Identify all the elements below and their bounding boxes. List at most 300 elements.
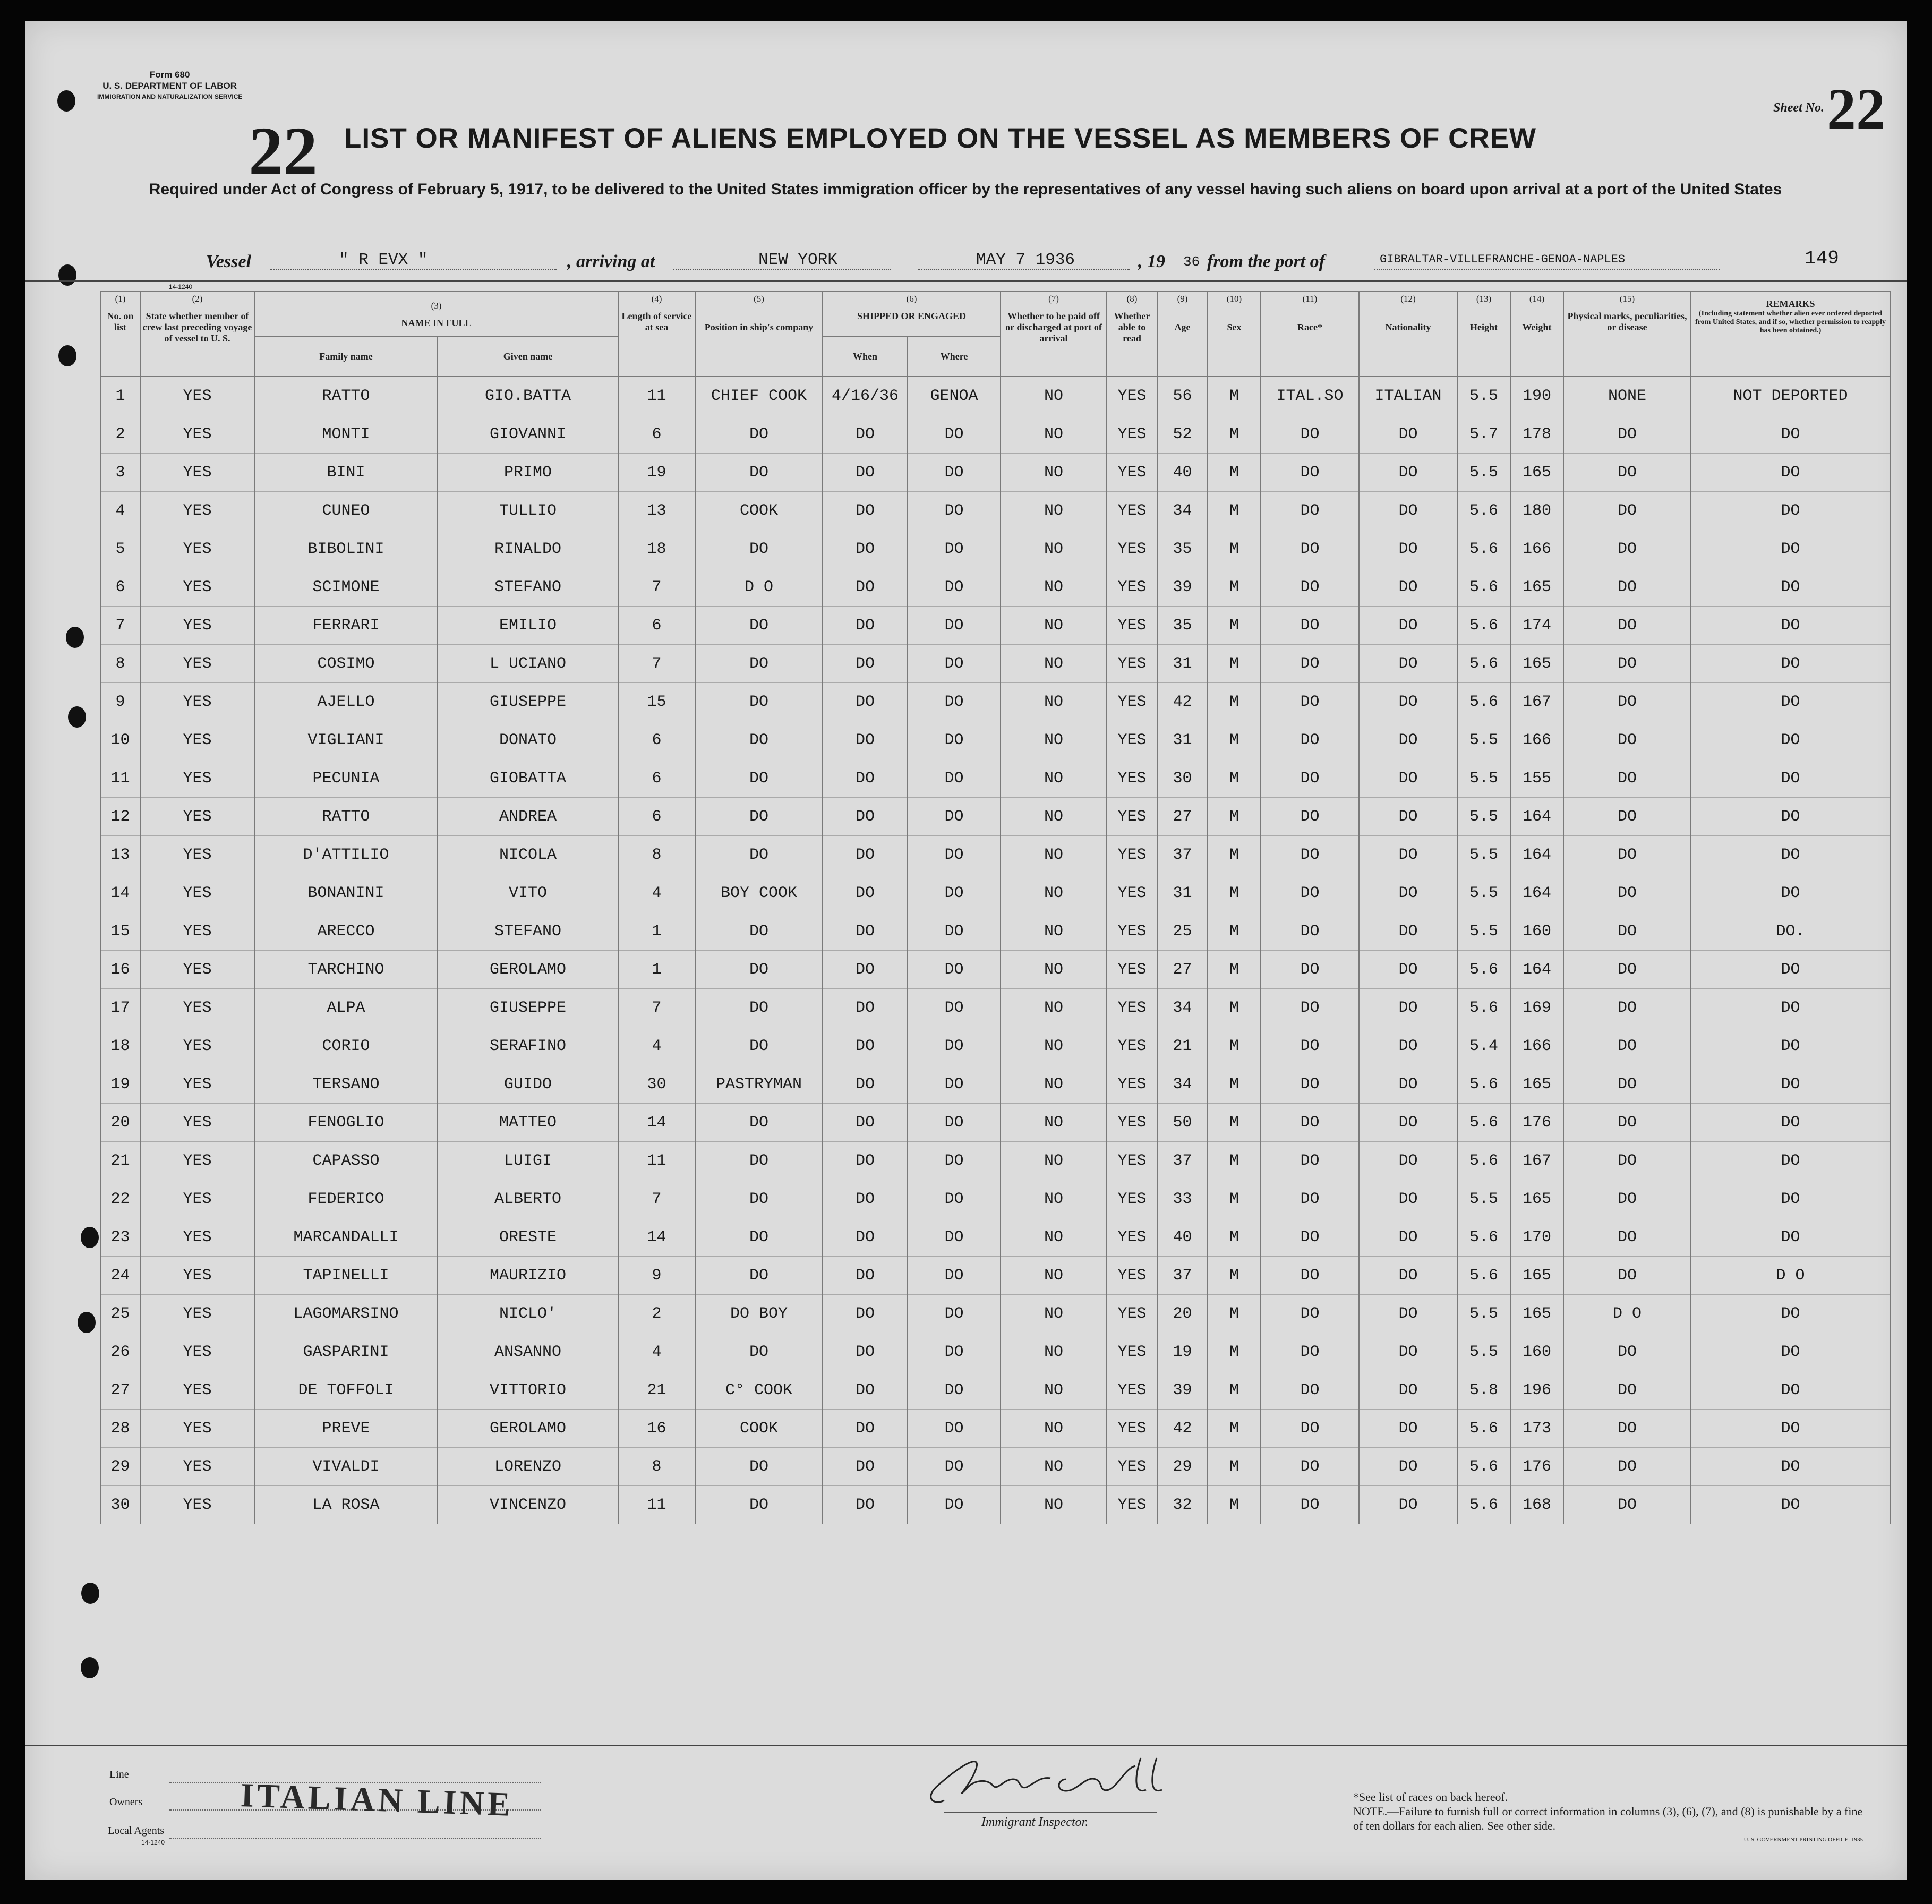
nationality-cell: DO: [1359, 1295, 1457, 1333]
previous-voyage-cell: YES: [140, 989, 254, 1027]
height-cell: 5.6: [1457, 1065, 1510, 1104]
remarks-cell: DO: [1691, 607, 1890, 645]
given-name-cell: ORESTE: [438, 1218, 618, 1257]
table-row: [100, 415, 1890, 454]
nationality-cell: DO: [1359, 1371, 1457, 1410]
able-to-read-cell: YES: [1107, 492, 1157, 530]
able-to-read-cell: YES: [1107, 1371, 1157, 1410]
able-to-read-cell: YES: [1107, 1410, 1157, 1448]
sex-cell: M: [1208, 1180, 1261, 1218]
position-cell: COOK: [695, 1410, 823, 1448]
previous-voyage-cell: YES: [140, 568, 254, 607]
physical-marks-cell: DO: [1563, 607, 1691, 645]
weight-cell: 166: [1510, 1027, 1563, 1065]
shipped-where-cell: DO: [908, 721, 1001, 759]
height-cell: 5.6: [1457, 645, 1510, 683]
weight-cell: 165: [1510, 1180, 1563, 1218]
table-row: [100, 1448, 1890, 1486]
physical-marks-cell: DO: [1563, 568, 1691, 607]
able-to-read-cell: YES: [1107, 607, 1157, 645]
position-cell: DO: [695, 1180, 823, 1218]
remarks-cell: DO.: [1691, 912, 1890, 951]
family-name-cell: FENOGLIO: [254, 1104, 438, 1142]
shipped-where-cell: DO: [908, 759, 1001, 798]
physical-marks-cell: DO: [1563, 1180, 1691, 1218]
shipped-when-cell: DO: [823, 530, 908, 568]
age-cell: 40: [1157, 454, 1208, 492]
race-cell: DO: [1261, 1410, 1359, 1448]
previous-voyage-cell: YES: [140, 1065, 254, 1104]
footer-notes: [1353, 1790, 1863, 1847]
row-number-cell: 7: [100, 607, 140, 645]
remarks-cell: D O: [1691, 1257, 1890, 1295]
punch-hole: [81, 1657, 99, 1678]
shipped-where-cell: GENOA: [908, 377, 1001, 415]
length-of-service-cell: 16: [618, 1410, 695, 1448]
length-of-service-cell: 7: [618, 1180, 695, 1218]
race-cell: DO: [1261, 1027, 1359, 1065]
remarks-cell: DO: [1691, 1180, 1890, 1218]
able-to-read-cell: YES: [1107, 377, 1157, 415]
able-to-read-cell: YES: [1107, 989, 1157, 1027]
nationality-cell: DO: [1359, 912, 1457, 951]
row-number-cell: 3: [100, 454, 140, 492]
nationality-cell: DO: [1359, 1218, 1457, 1257]
table-row: [100, 1142, 1890, 1180]
col-header-previous-voyage: (2) State whether member of crew last preceding voyage of vessel to U. S.: [140, 292, 254, 377]
vessel-label: Vessel: [206, 252, 251, 271]
race-cell: DO: [1261, 1142, 1359, 1180]
remarks-cell: DO: [1691, 1295, 1890, 1333]
sex-cell: M: [1208, 951, 1261, 989]
table-row: [100, 1257, 1890, 1295]
given-name-cell: VINCENZO: [438, 1486, 618, 1524]
able-to-read-cell: YES: [1107, 683, 1157, 721]
sex-cell: M: [1208, 1065, 1261, 1104]
physical-marks-cell: DO: [1563, 721, 1691, 759]
position-cell: D O: [695, 568, 823, 607]
family-name-cell: TERSANO: [254, 1065, 438, 1104]
remarks-cell: DO: [1691, 1448, 1890, 1486]
physical-marks-cell: DO: [1563, 1333, 1691, 1371]
shipped-when-cell: DO: [823, 798, 908, 836]
row-number-cell: 27: [100, 1371, 140, 1410]
sheet-number-label: Sheet No.: [1773, 101, 1824, 115]
position-cell: DO: [695, 1104, 823, 1142]
position-cell: C° COOK: [695, 1371, 823, 1410]
family-name-cell: TARCHINO: [254, 951, 438, 989]
col-header-able-to-read: (8) Whether able to read: [1107, 292, 1157, 377]
sex-cell: M: [1208, 1295, 1261, 1333]
paid-off-cell: NO: [1001, 492, 1107, 530]
sex-cell: M: [1208, 798, 1261, 836]
given-name-cell: DONATO: [438, 721, 618, 759]
remarks-cell: DO: [1691, 530, 1890, 568]
given-name-cell: SERAFINO: [438, 1027, 618, 1065]
family-name-cell: TAPINELLI: [254, 1257, 438, 1295]
shipped-where-cell: DO: [908, 1486, 1001, 1524]
weight-cell: 165: [1510, 645, 1563, 683]
nationality-cell: DO: [1359, 454, 1457, 492]
height-cell: 5.5: [1457, 721, 1510, 759]
family-name-cell: BONANINI: [254, 874, 438, 912]
remarks-cell: DO: [1691, 1218, 1890, 1257]
length-of-service-cell: 6: [618, 721, 695, 759]
shipped-where-cell: DO: [908, 951, 1001, 989]
height-cell: 5.6: [1457, 951, 1510, 989]
race-cell: DO: [1261, 568, 1359, 607]
position-cell: DO: [695, 530, 823, 568]
age-cell: 37: [1157, 836, 1208, 874]
length-of-service-cell: 11: [618, 377, 695, 415]
shipped-when-cell: DO: [823, 1371, 908, 1410]
table-row: [100, 912, 1890, 951]
height-cell: 5.6: [1457, 492, 1510, 530]
weight-cell: 173: [1510, 1410, 1563, 1448]
height-cell: 5.6: [1457, 1218, 1510, 1257]
table-row: [100, 721, 1890, 759]
table-row: [100, 454, 1890, 492]
paid-off-cell: NO: [1001, 1218, 1107, 1257]
table-row: [100, 759, 1890, 798]
punch-hole: [57, 90, 75, 112]
department-name: U. S. DEPARTMENT OF LABOR: [102, 81, 237, 91]
family-name-cell: GASPARINI: [254, 1333, 438, 1371]
shipped-where-cell: DO: [908, 454, 1001, 492]
height-cell: 5.7: [1457, 415, 1510, 454]
row-number-cell: 13: [100, 836, 140, 874]
position-cell: DO: [695, 951, 823, 989]
length-of-service-cell: 13: [618, 492, 695, 530]
height-cell: 5.5: [1457, 1333, 1510, 1371]
row-number-cell: 22: [100, 1180, 140, 1218]
row-number-cell: 24: [100, 1257, 140, 1295]
shipped-where-cell: DO: [908, 836, 1001, 874]
physical-marks-cell: DO: [1563, 836, 1691, 874]
given-name-cell: GIOVANNI: [438, 415, 618, 454]
race-cell: DO: [1261, 1218, 1359, 1257]
table-row: [100, 1180, 1890, 1218]
remarks-cell: DO: [1691, 874, 1890, 912]
shipped-when-cell: DO: [823, 759, 908, 798]
row-number-cell: 29: [100, 1448, 140, 1486]
previous-voyage-cell: YES: [140, 1142, 254, 1180]
nationality-cell: DO: [1359, 836, 1457, 874]
shipped-where-cell: DO: [908, 1295, 1001, 1333]
given-name-cell: ALBERTO: [438, 1180, 618, 1218]
document-subtitle: Required under Act of Congress of February 5, 1917, to be delivered to the United States immigration officer by the representatives of any vessel having such aliens on board upon arrival at a port of the United States: [149, 181, 1782, 198]
height-cell: 5.6: [1457, 683, 1510, 721]
position-cell: DO: [695, 607, 823, 645]
weight-cell: 164: [1510, 951, 1563, 989]
nationality-cell: DO: [1359, 1142, 1457, 1180]
shipped-when-cell: DO: [823, 1448, 908, 1486]
nationality-cell: ITALIAN: [1359, 377, 1457, 415]
remarks-cell: DO: [1691, 1410, 1890, 1448]
row-number-cell: 5: [100, 530, 140, 568]
given-name-cell: EMILIO: [438, 607, 618, 645]
age-cell: 19: [1157, 1333, 1208, 1371]
shipped-where-cell: DO: [908, 1142, 1001, 1180]
able-to-read-cell: YES: [1107, 912, 1157, 951]
sex-cell: M: [1208, 912, 1261, 951]
given-name-cell: GIUSEPPE: [438, 989, 618, 1027]
physical-marks-cell: DO: [1563, 759, 1691, 798]
height-cell: 5.6: [1457, 1104, 1510, 1142]
paid-off-cell: NO: [1001, 415, 1107, 454]
row-number-cell: 23: [100, 1218, 140, 1257]
length-of-service-cell: 2: [618, 1295, 695, 1333]
family-name-cell: ARECCO: [254, 912, 438, 951]
age-cell: 31: [1157, 721, 1208, 759]
vessel-line: [206, 247, 1874, 275]
sheet-number-large: 22: [249, 113, 318, 190]
length-of-service-cell: 4: [618, 874, 695, 912]
family-name-cell: VIVALDI: [254, 1448, 438, 1486]
sheet-number-value: 22: [1827, 76, 1885, 141]
sex-cell: M: [1208, 1104, 1261, 1142]
shipped-when-cell: DO: [823, 1486, 908, 1524]
paid-off-cell: NO: [1001, 1180, 1107, 1218]
age-cell: 40: [1157, 1218, 1208, 1257]
given-name-cell: GUIDO: [438, 1065, 618, 1104]
shipped-where-cell: DO: [908, 874, 1001, 912]
row-number-cell: 14: [100, 874, 140, 912]
height-cell: 5.6: [1457, 1257, 1510, 1295]
remarks-cell: DO: [1691, 1333, 1890, 1371]
given-name-cell: VITTORIO: [438, 1371, 618, 1410]
previous-voyage-cell: YES: [140, 951, 254, 989]
previous-voyage-cell: YES: [140, 683, 254, 721]
previous-voyage-cell: YES: [140, 721, 254, 759]
paid-off-cell: NO: [1001, 721, 1107, 759]
race-cell: DO: [1261, 721, 1359, 759]
sex-cell: M: [1208, 989, 1261, 1027]
height-cell: 5.4: [1457, 1027, 1510, 1065]
position-cell: DO: [695, 1333, 823, 1371]
arriving-label: , arriving at: [567, 252, 655, 271]
able-to-read-cell: YES: [1107, 1104, 1157, 1142]
position-cell: DO BOY: [695, 1295, 823, 1333]
shipped-where-cell: DO: [908, 1371, 1001, 1410]
position-cell: DO: [695, 454, 823, 492]
physical-marks-cell: DO: [1563, 798, 1691, 836]
race-cell: DO: [1261, 874, 1359, 912]
sex-cell: M: [1208, 454, 1261, 492]
sex-cell: M: [1208, 415, 1261, 454]
age-cell: 35: [1157, 530, 1208, 568]
length-of-service-cell: 4: [618, 1333, 695, 1371]
position-cell: DO: [695, 1142, 823, 1180]
document-title: LIST OR MANIFEST OF ALIENS EMPLOYED ON THE VESSEL AS MEMBERS OF CREW: [344, 123, 1537, 154]
length-of-service-cell: 8: [618, 836, 695, 874]
sex-cell: M: [1208, 568, 1261, 607]
physical-marks-cell: DO: [1563, 415, 1691, 454]
height-cell: 5.5: [1457, 798, 1510, 836]
position-cell: DO: [695, 912, 823, 951]
given-name-cell: L UCIANO: [438, 645, 618, 683]
position-cell: DO: [695, 836, 823, 874]
shipped-when-cell: DO: [823, 836, 908, 874]
given-name-cell: PRIMO: [438, 454, 618, 492]
weight-cell: 165: [1510, 454, 1563, 492]
family-name-cell: PREVE: [254, 1410, 438, 1448]
previous-voyage-cell: YES: [140, 1295, 254, 1333]
nationality-cell: DO: [1359, 568, 1457, 607]
previous-voyage-cell: YES: [140, 1371, 254, 1410]
service-name: IMMIGRATION AND NATURALIZATION SERVICE: [97, 93, 243, 100]
shipped-where-cell: DO: [908, 989, 1001, 1027]
position-cell: DO: [695, 798, 823, 836]
shipped-when-cell: DO: [823, 1410, 908, 1448]
weight-cell: 167: [1510, 683, 1563, 721]
physical-marks-cell: DO: [1563, 1027, 1691, 1065]
sex-cell: M: [1208, 721, 1261, 759]
shipped-when-cell: DO: [823, 721, 908, 759]
table-row: [100, 683, 1890, 721]
shipped-when-cell: 4/16/36: [823, 377, 908, 415]
paid-off-cell: NO: [1001, 607, 1107, 645]
able-to-read-cell: YES: [1107, 568, 1157, 607]
row-number-cell: 17: [100, 989, 140, 1027]
remarks-cell: DO: [1691, 1104, 1890, 1142]
height-cell: 5.5: [1457, 1295, 1510, 1333]
position-cell: DO: [695, 759, 823, 798]
sex-cell: M: [1208, 1218, 1261, 1257]
physical-marks-cell: DO: [1563, 454, 1691, 492]
row-number-cell: 11: [100, 759, 140, 798]
position-cell: BOY COOK: [695, 874, 823, 912]
punch-hole: [78, 1312, 96, 1333]
departure-ports: GIBRALTAR-VILLEFRANCHE-GENOA-NAPLES: [1380, 253, 1626, 266]
age-cell: 56: [1157, 377, 1208, 415]
nationality-cell: DO: [1359, 989, 1457, 1027]
col-header-length-service: (4) Length of service at sea: [618, 292, 695, 377]
weight-cell: 169: [1510, 989, 1563, 1027]
previous-voyage-cell: YES: [140, 759, 254, 798]
length-of-service-cell: 6: [618, 759, 695, 798]
inspector-signature: [912, 1747, 1189, 1816]
age-cell: 29: [1157, 1448, 1208, 1486]
age-cell: 42: [1157, 683, 1208, 721]
given-name-cell: MAURIZIO: [438, 1257, 618, 1295]
physical-marks-cell: NONE: [1563, 377, 1691, 415]
remarks-cell: DO: [1691, 645, 1890, 683]
weight-cell: 168: [1510, 1486, 1563, 1524]
height-cell: 5.6: [1457, 1410, 1510, 1448]
paid-off-cell: NO: [1001, 1295, 1107, 1333]
physical-marks-cell: DO: [1563, 989, 1691, 1027]
shipped-when-cell: DO: [823, 1257, 908, 1295]
nationality-cell: DO: [1359, 415, 1457, 454]
table-row: [100, 568, 1890, 607]
table-row: [100, 1333, 1890, 1371]
col-header-race: (11) Race*: [1261, 292, 1359, 377]
paid-off-cell: NO: [1001, 1448, 1107, 1486]
paid-off-cell: NO: [1001, 798, 1107, 836]
length-of-service-cell: 11: [618, 1486, 695, 1524]
physical-marks-cell: DO: [1563, 1410, 1691, 1448]
crew-manifest-table: [100, 291, 1891, 1573]
agents-code: 14-1240: [141, 1839, 165, 1846]
position-cell: DO: [695, 1218, 823, 1257]
length-of-service-cell: 30: [618, 1065, 695, 1104]
previous-voyage-cell: YES: [140, 1218, 254, 1257]
age-cell: 33: [1157, 1180, 1208, 1218]
col-header-age: (9) Age: [1157, 292, 1208, 377]
page-number: 149: [1805, 247, 1839, 269]
age-cell: 27: [1157, 951, 1208, 989]
able-to-read-cell: YES: [1107, 874, 1157, 912]
sex-cell: M: [1208, 607, 1261, 645]
paid-off-cell: NO: [1001, 1065, 1107, 1104]
race-cell: DO: [1261, 1180, 1359, 1218]
row-number-cell: 1: [100, 377, 140, 415]
nationality-cell: DO: [1359, 1257, 1457, 1295]
race-cell: DO: [1261, 836, 1359, 874]
penalty-note: NOTE.—Failure to furnish full or correct information in columns (3), (6), (7), and (8) is punishable by a fine of ten dollars for each alien. See other side.: [1353, 1805, 1863, 1832]
length-of-service-cell: 7: [618, 989, 695, 1027]
age-cell: 34: [1157, 1065, 1208, 1104]
family-name-cell: COSIMO: [254, 645, 438, 683]
nationality-cell: DO: [1359, 798, 1457, 836]
col-header-name: (3) NAME IN FULL: [254, 292, 618, 337]
paid-off-cell: NO: [1001, 1486, 1107, 1524]
able-to-read-cell: YES: [1107, 645, 1157, 683]
remarks-cell: DO: [1691, 721, 1890, 759]
race-note: *See list of races on back hereof.: [1353, 1790, 1508, 1804]
previous-voyage-cell: YES: [140, 1104, 254, 1142]
remarks-cell: DO: [1691, 989, 1890, 1027]
previous-voyage-cell: YES: [140, 454, 254, 492]
height-cell: 5.6: [1457, 989, 1510, 1027]
length-of-service-cell: 14: [618, 1218, 695, 1257]
position-cell: DO: [695, 989, 823, 1027]
nationality-cell: DO: [1359, 1333, 1457, 1371]
physical-marks-cell: DO: [1563, 1486, 1691, 1524]
weight-cell: 160: [1510, 912, 1563, 951]
race-cell: DO: [1261, 1065, 1359, 1104]
length-of-service-cell: 9: [618, 1257, 695, 1295]
length-of-service-cell: 19: [618, 454, 695, 492]
punch-hole: [81, 1227, 99, 1248]
shipped-when-cell: DO: [823, 1333, 908, 1371]
position-cell: DO: [695, 645, 823, 683]
paid-off-cell: NO: [1001, 1333, 1107, 1371]
sex-cell: M: [1208, 1410, 1261, 1448]
arrival-port: NEW YORK: [758, 251, 837, 269]
sex-cell: M: [1208, 1142, 1261, 1180]
given-name-cell: STEFANO: [438, 568, 618, 607]
paid-off-cell: NO: [1001, 951, 1107, 989]
given-name-cell: LORENZO: [438, 1448, 618, 1486]
paid-off-cell: NO: [1001, 912, 1107, 951]
family-name-cell: D'ATTILIO: [254, 836, 438, 874]
row-number-cell: 2: [100, 415, 140, 454]
punch-hole: [66, 627, 84, 648]
nationality-cell: DO: [1359, 607, 1457, 645]
sex-cell: M: [1208, 645, 1261, 683]
height-cell: 5.5: [1457, 759, 1510, 798]
race-cell: DO: [1261, 1295, 1359, 1333]
remarks-cell: DO: [1691, 568, 1890, 607]
year-value: 36: [1183, 254, 1200, 270]
col-header-nationality: (12) Nationality: [1359, 292, 1457, 377]
physical-marks-cell: DO: [1563, 951, 1691, 989]
able-to-read-cell: YES: [1107, 836, 1157, 874]
shipped-where-cell: DO: [908, 798, 1001, 836]
given-name-cell: RINALDO: [438, 530, 618, 568]
